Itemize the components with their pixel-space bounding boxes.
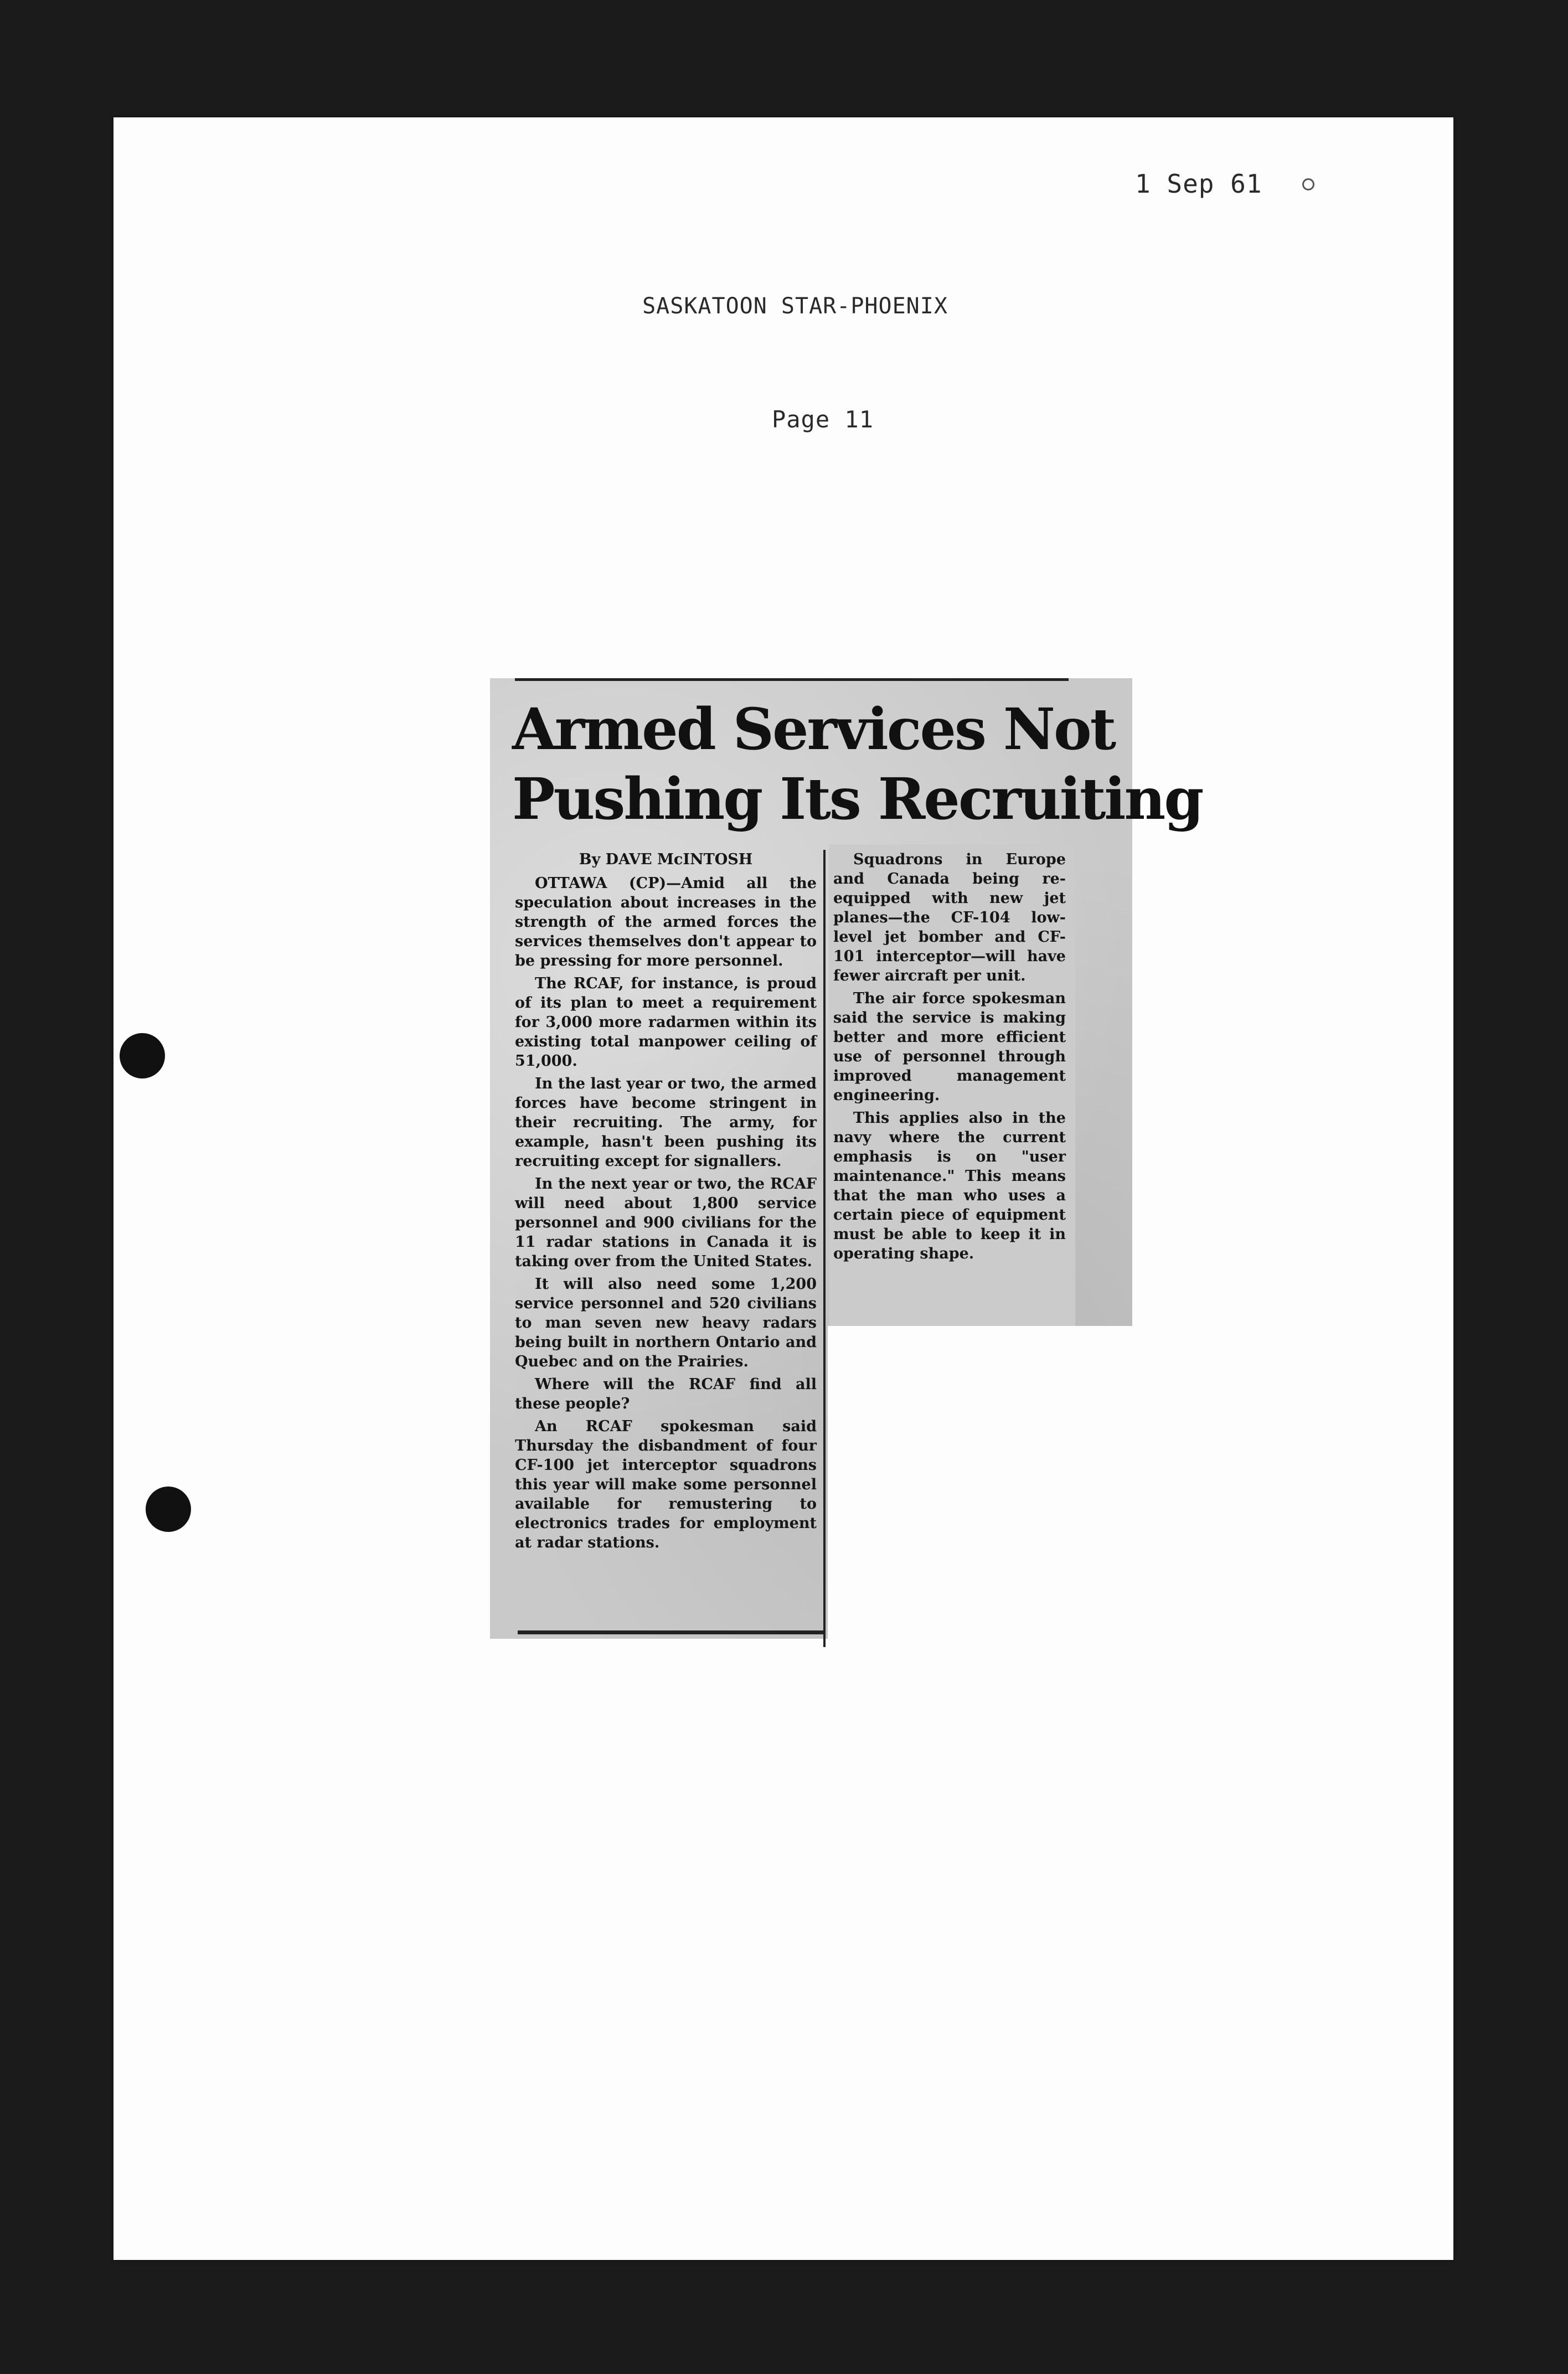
article-paragraph: OTTAWA (CP)—Amid all the speculation about increases in the strength of the armed forces the services themselves don't appear to be pressing for more personnel. [515, 875, 817, 969]
article-paragraph: This applies also in the navy where the current emphasis is on "user maintenance." This means that the man who uses a certain piece of equipment must be able to keep it in operating shape. [833, 1109, 1066, 1262]
newspaper-name: SASKATOON STAR-PHOENIX [642, 293, 948, 319]
clipping-bottom-rule [518, 1630, 825, 1634]
punch-hole-icon [146, 1487, 191, 1532]
article-paragraph: The RCAF, for instance, is proud of its plan to meet a requirement for 3,000 more radarmen within its existing total manpower ceiling of 51,000. [515, 975, 817, 1070]
page-number: Page 11 [771, 406, 874, 433]
article-paragraph: In the next year or two, the RCAF will need about 1,800 service personnel and 900 civilians for the 11 radar stations in Canada it is taking over from the United States. [515, 1175, 817, 1270]
article-byline: By DAVE McINTOSH [579, 851, 753, 868]
article-paragraph: The air force spokesman said the service is making better and more efficient use of personnel through improved management engineering. [833, 990, 1066, 1104]
article-column-right [833, 850, 1066, 1267]
headline-line-1: Armed Services Not [512, 696, 1115, 763]
headline-line-2: Pushing Its Recruiting [512, 766, 1203, 833]
date-stamp: 1 Sep 61 [1135, 169, 1262, 199]
punch-hole-icon [120, 1033, 165, 1078]
column-divider [823, 850, 826, 1647]
article-headline [512, 695, 1203, 834]
circle-mark-icon [1302, 178, 1314, 190]
article-paragraph: In the last year or two, the armed forces have become stringent in their recruiting. The army, for example, hasn't been pushing its recruiting except for signallers. [515, 1075, 817, 1170]
article-paragraph: An RCAF spokesman said Thursday the disbandment of four CF-100 jet interceptor squadrons this year will make some personnel available for remustering to electronics trades for employment at radar stations. [515, 1418, 817, 1551]
clipping-cutout-area [828, 1326, 1138, 1647]
article-paragraph: Where will the RCAF find all these people? [515, 1376, 817, 1412]
article-paragraph: It will also need some 1,200 service personnel and 520 civilians to man seven new heavy radars being built in northern Ontario and Quebec and on the Prairies. [515, 1276, 817, 1370]
newspaper-clipping [490, 678, 1203, 1639]
article-column-left [515, 850, 817, 1556]
clipping-top-rule [515, 678, 1069, 681]
article-paragraph: Squadrons in Europe and Canada being re-equipped with new jet planes—the CF-104 low-level jet bomber and CF-101 interceptor—will have fewer aircraft per unit. [833, 851, 1066, 984]
